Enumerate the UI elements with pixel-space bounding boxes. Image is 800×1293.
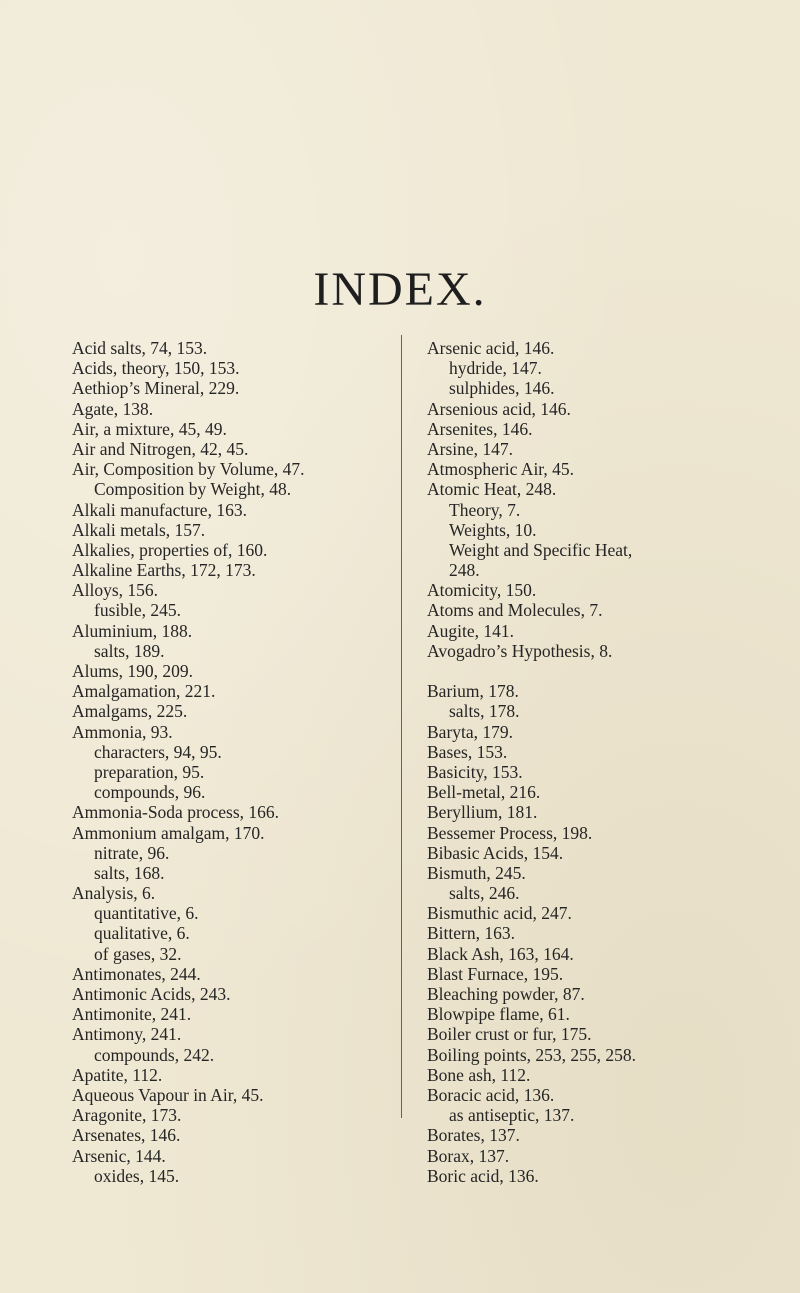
index-subentry: preparation, 95. [94,761,205,782]
index-entry: Arsenic acid, 146. [427,338,555,358]
index-entry: Arsine, 147. [427,438,514,459]
index-subentry: compounds, 96. [94,782,206,803]
index-subentry: salts, 168. [94,862,165,883]
index-entry: Ammonia-Soda process, 166. [72,802,280,823]
index-entry: Ammonium amalgam, 170. [72,822,265,843]
index-entry: Basicity, 153. [427,761,523,782]
index-entry: Antimonic Acids, 243. [72,984,231,1004]
index-entry: Bibasic Acids, 154. [427,842,564,863]
index-subentry: hydride, 147. [449,358,542,379]
index-entry: Air and Nitrogen, 42, 45. [72,438,249,459]
index-entry: Beryllium, 181. [427,802,538,823]
index-entry: Air, Composition by Volume, 47. [72,459,305,480]
index-entry: Analysis, 6. [72,883,156,904]
index-entry: Boric acid, 136. [427,1165,539,1186]
index-entry: Arsenic, 144. [72,1145,166,1166]
index-entry: Borates, 137. [427,1125,520,1146]
index-entry: Agate, 138. [72,398,154,419]
index-subentry: characters, 94, 95. [94,741,222,762]
page-title: INDEX. [313,263,487,316]
index-entry: Borax, 137. [427,1145,510,1166]
index-subentry: 248. [449,560,480,581]
index-entry: Atoms and Molecules, 7. [427,600,603,621]
index-entry: Black Ash, 163, 164. [427,943,574,964]
index-entry: Bittern, 163. [427,923,515,944]
index-entry: Boracic acid, 136. [427,1084,555,1105]
index-entry: Boiling points, 253, 255, 258. [427,1044,637,1065]
index-entry: Acids, theory, 150, 153. [72,358,240,379]
index-entry: Bismuth, 245. [427,862,526,883]
index-subentry: fusible, 245. [94,600,182,621]
index-subentry: salts, 189. [94,640,165,661]
index-subentry: sulphides, 146. [449,378,555,399]
index-subentry: salts, 246. [449,883,520,904]
index-subentry: salts, 178. [449,701,520,722]
index-entry: Atomicity, 150. [427,580,537,601]
column-divider [401,335,402,1118]
index-entry: Barium, 178. [427,681,519,702]
index-entry: Alloys, 156. [72,580,159,601]
index-entry: Arsenious acid, 146. [427,398,571,419]
index-subentry: Composition by Weight, 48. [94,479,292,500]
index-entry: Atmospheric Air, 45. [427,459,575,480]
index-entry: Ammonia, 93. [72,721,173,742]
index-entry: Bases, 153. [427,741,508,762]
index-entry: Bleaching powder, 87. [427,984,585,1004]
index-entry: Avogadro’s Hypothesis, 8. [427,640,613,661]
index-entry: Arsenites, 146. [427,418,533,439]
index-subentry: compounds, 242. [94,1044,215,1065]
index-entry: Bessemer Process, 198. [427,822,593,843]
index-entry: Antimony, 241. [72,1024,182,1045]
index-entry: Aragonite, 173. [72,1105,182,1126]
index-subentry: Theory, 7. [449,499,521,520]
index-entry: Amalgamation, 221. [72,681,216,702]
index-entry: Bell-metal, 216. [427,782,541,803]
index-subentry: oxides, 145. [94,1165,180,1186]
index-entry: Aluminium, 188. [72,620,193,641]
index-entry: Boiler crust or fur, 175. [427,1024,592,1045]
index-entry: Aqueous Vapour in Air, 45. [72,1084,264,1105]
index-entry: Antimonates, 244. [72,963,201,984]
index-subentry: Weight and Specific Heat, [449,539,633,560]
index-entry: Apatite, 112. [72,1064,163,1085]
index-entry: Acid salts, 74, 153. [72,338,208,358]
index-column-left [72,338,372,1186]
index-entry: Amalgams, 225. [72,701,188,722]
index-subentry: as antiseptic, 137. [449,1105,575,1126]
index-entry: Aethiop’s Mineral, 229. [72,378,240,399]
index-entry: Atomic Heat, 248. [427,479,557,500]
index-entry: Bone ash, 112. [427,1064,531,1085]
index-entry: Arsenates, 146. [72,1125,181,1146]
index-subentry: Weights, 10. [449,519,537,540]
index-entry: Alkalies, properties of, 160. [72,539,268,560]
index-entry: Alkali metals, 157. [72,519,206,540]
index-subentry: nitrate, 96. [94,842,170,863]
index-subentry: of gases, 32. [94,943,182,964]
index-subentry: quantitative, 6. [94,903,199,924]
index-entry: Bismuthic acid, 247. [427,903,572,924]
index-entry: Alums, 190, 209. [72,661,194,681]
index-entry: Antimonite, 241. [72,1004,192,1025]
index-entry: Baryta, 179. [427,721,514,742]
index-entry: Blast Furnace, 195. [427,963,564,984]
index-entry: Air, a mixture, 45, 49. [72,418,227,439]
index-entry: Blowpipe flame, 61. [427,1004,570,1025]
index-entry: Alkaline Earths, 172, 173. [72,560,256,581]
index-subentry: qualitative, 6. [94,923,190,944]
index-column-right [427,338,727,1186]
index-entry: Alkali manufacture, 163. [72,499,247,520]
index-entry: Augite, 141. [427,620,515,641]
